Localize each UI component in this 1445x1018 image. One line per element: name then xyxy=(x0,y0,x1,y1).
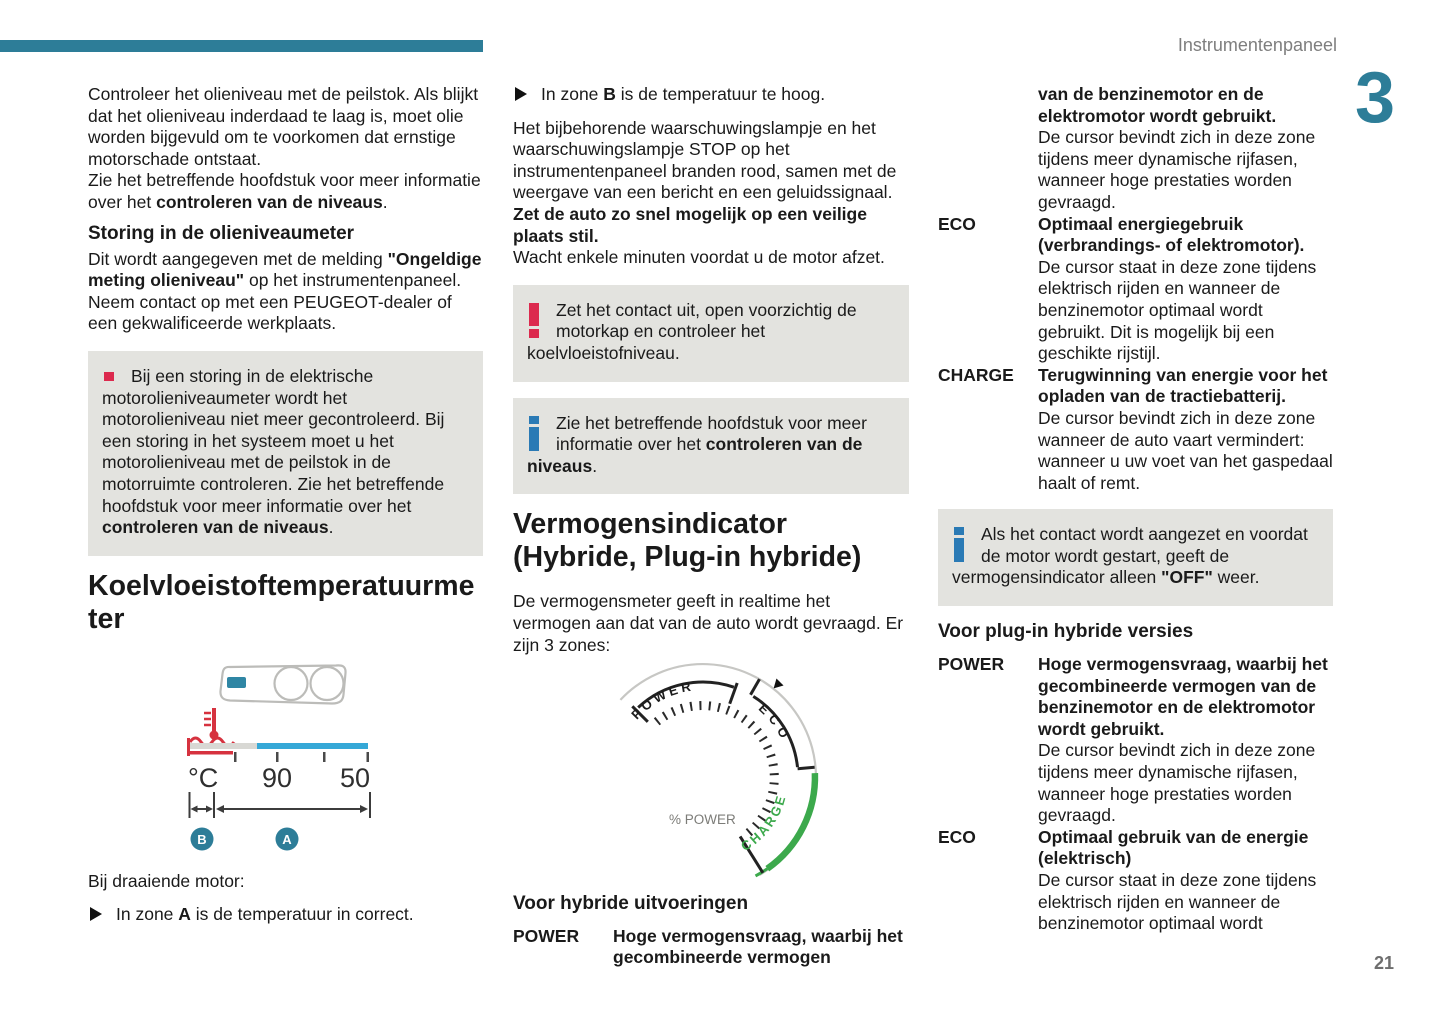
coolant-gauge-figure xyxy=(180,646,483,868)
coolant-temperature-warning-icon xyxy=(190,708,234,746)
percent-power-label: % POWER xyxy=(669,812,736,828)
info-box xyxy=(513,398,909,495)
warning-text: Zet het contact uit, open voorzichtig de motorkap en controleer het koelvloeistofniveau. xyxy=(527,299,857,363)
paragraph: Bij draaiende motor: xyxy=(88,871,245,892)
term-definition: Terugwinning van energie voor het opladen van de tractiebatterij. De cursor bevindt zich in deze zone wanneer de auto vaart vermindert: wanneer u uw voet van het gaspedaal haalt of remt. xyxy=(1038,364,1333,493)
warning-box xyxy=(88,351,483,556)
warning-exclamation-icon xyxy=(529,303,539,338)
power-dial-figure xyxy=(593,656,909,884)
coolant-gauge-svg xyxy=(180,646,380,862)
info-text: Als het contact wordt aangezet en voordat de motor wordt gestart, geeft de vermogensindicator alleen "OFF" weer. xyxy=(952,524,1308,588)
paragraph: De vermogensmeter geeft in realtime het vermogen aan dat van de auto wordt gevraagd. Er zijn 3 zones: xyxy=(513,591,904,655)
bullet-item xyxy=(513,84,909,106)
paragraph: Dit wordt aangegeven met de melding "Ongeldige meting olieniveau" op het instrumentenpaneel. xyxy=(88,248,482,291)
warning-box xyxy=(513,285,909,382)
paragraph: Zie het betreffende hoofdstuk voor meer informatie over het controleren van de niveaus. xyxy=(88,170,481,212)
bullet-arrow-icon xyxy=(90,907,102,921)
term-label: POWER xyxy=(513,925,580,946)
power-dial-svg xyxy=(593,656,843,878)
heading-coolant-temperature: Koelvloeistoftemperatuurmeter xyxy=(88,569,475,635)
subheading-plugin-hybrid-versions: Voor plug-in hybride versies xyxy=(938,621,1194,643)
eco-zone-label: ECO xyxy=(755,700,795,745)
paragraph: Neem contact op met een PEUGEOT-dealer of een gekwalificeerde werkplaats. xyxy=(88,291,452,334)
svg-text:B: B xyxy=(197,831,207,847)
term-definition: Hoge vermogensvraag, waarbij het gecombineerde vermogen xyxy=(613,925,903,968)
bullet-arrow-icon xyxy=(515,87,527,101)
chapter-accent-bar xyxy=(0,40,483,52)
power-zone-label: POWER xyxy=(628,678,696,723)
subheading-oil-fault: Storing in de olieniveaumeter xyxy=(88,222,355,244)
term-definition: Optimaal energiegebruik (verbrandings- of elektromotor). De cursor staat in deze zone tijdens elektrisch rijden en wanneer de benzinemotor optimaal wordt gebruikt. Dit is mogelijk bij een geschikte rijstijl. xyxy=(1038,213,1317,364)
paragraph: Controleer het olieniveau met de peilstok. Als blijkt dat het olieniveau inderdaad te laag is, moet olie worden bijgevuld om te voorkomen dat ernstige motorschade ontstaat. xyxy=(88,84,479,169)
warning-exclamation-icon xyxy=(104,369,114,381)
term-definition: Hoge vermogensvraag, waarbij het gecombineerde vermogen van de benzinemotor en de elektromotor wordt gebruikt. De cursor bevindt zich in deze zone tijdens meer dynamische rijfasen, wanneer hoge prestaties worden gevraagd. xyxy=(1038,654,1328,826)
heading-power-indicator: Vermogensindicator (Hybride, Plug-in hybride) xyxy=(513,508,862,574)
svg-text:A: A xyxy=(282,831,292,847)
term-definition: van de benzinemotor en de elektromotor wordt gebruikt. De cursor bevindt zich in deze zone tijdens meer dynamische rijfasen, wanneer hoge prestaties worden gevraagd. xyxy=(1038,84,1316,212)
term-label: ECO xyxy=(938,826,976,847)
instrument-cluster-pictogram xyxy=(220,665,345,703)
gauge-unit-label: °C xyxy=(188,762,219,793)
bullet-text: In zone B is de temperatuur te hoog. xyxy=(541,84,826,104)
middle-column xyxy=(513,84,909,969)
charge-zone-label: CHARGE xyxy=(738,792,790,854)
zone-divider-lines xyxy=(632,679,814,873)
term-label xyxy=(938,84,1038,214)
warning-text: Bij een storing in de elektrische motorolieniveaumeter wordt het motorolieniveau niet meer gecontroleerd. Bij een storing in het systeem moet u het motorolieniveau met de peilstok in de motorruimte controleren. Zie het betreffende hoofdstuk voor meer informatie over het controleren van de niveaus. xyxy=(102,365,445,538)
info-text: Zie het betreffende hoofdstuk voor meer informatie over het controleren van de niveaus. xyxy=(527,412,867,476)
zone-brackets xyxy=(190,792,371,818)
bullet-item xyxy=(88,904,483,926)
temperature-bar xyxy=(187,738,369,762)
paragraph: Het bijbehorende waarschuwingslampje en het waarschuwingslampje STOP op het instrumentenpaneel branden rood, samen met de weergave van een bericht en een geluidssignaal. Zet de auto zo snel mogelijk op een veilige plaats stil. Wacht enkele minuten voordat u de motor afzet. xyxy=(513,117,897,268)
left-column xyxy=(88,84,483,925)
zone-b-badge xyxy=(191,827,214,850)
gauge-tick-50: 50 xyxy=(339,762,371,793)
term-label: ECO xyxy=(938,213,976,234)
term-row xyxy=(938,827,1333,935)
page-number: 21 xyxy=(1374,953,1395,973)
zone-a-badge xyxy=(276,827,299,850)
term-row xyxy=(938,654,1333,827)
chapter-number: 3 xyxy=(1355,58,1396,138)
right-column xyxy=(938,84,1333,935)
term-row xyxy=(938,214,1333,365)
gauge-tick-90: 90 xyxy=(261,762,293,793)
term-row xyxy=(938,365,1333,495)
term-label: CHARGE xyxy=(938,364,1014,385)
term-row xyxy=(513,926,909,969)
bullet-text: In zone A is de temperatuur in correct. xyxy=(116,903,414,924)
running-header: Instrumentenpaneel xyxy=(1177,35,1337,55)
term-definition: Optimaal gebruik van de energie (elektrisch) De cursor staat in deze zone tijdens elektrisch rijden en wanneer de benzinemotor optimaal wordt xyxy=(1038,826,1317,934)
info-icon xyxy=(954,527,964,562)
dial-cursor-icon xyxy=(770,679,783,692)
info-icon xyxy=(529,416,539,451)
term-label: POWER xyxy=(938,654,1005,675)
info-box xyxy=(938,509,1333,606)
term-row-continuation xyxy=(938,84,1333,214)
subheading-hybrid-versions: Voor hybride uitvoeringen xyxy=(513,892,749,914)
